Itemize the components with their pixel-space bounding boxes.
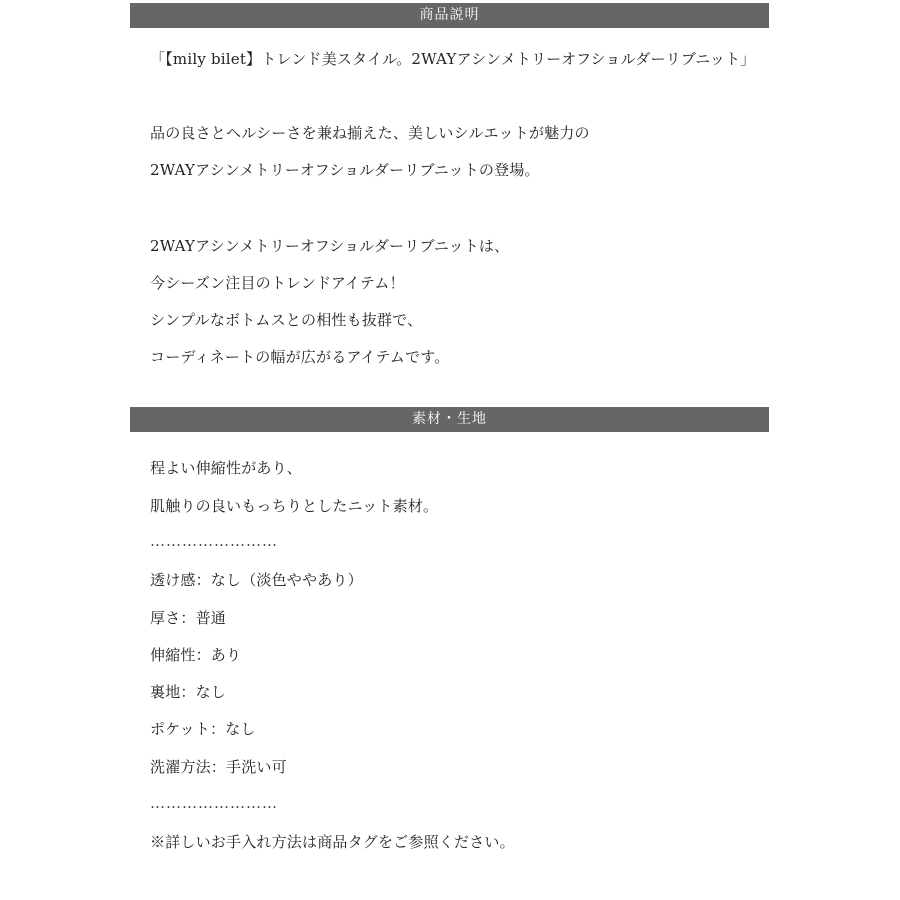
description-line: シンプルなボトムスとの相性も抜群で、 (150, 311, 423, 329)
dotted-separator: …………………… (150, 794, 278, 812)
material-line: 程よい伸縮性があり、 (150, 459, 303, 477)
spec-stretch: 伸縮性：あり (150, 646, 242, 664)
section-header-description: 商品説明 (130, 3, 769, 28)
dotted-separator: …………………… (150, 532, 278, 550)
material-line: 肌触りの良いもっちりとしたニット素材。 (150, 497, 439, 515)
spec-transparency: 透け感：なし（淡色ややあり） (150, 571, 363, 589)
description-line: 2WAYアシンメトリーオフショルダーリブニットの登場。 (150, 161, 540, 179)
description-line: 今シーズン注目のトレンドアイテム！ (150, 274, 405, 292)
spec-washing: 洗濯方法：手洗い可 (150, 758, 287, 776)
description-line: コーディネートの幅が広がるアイテムです。 (150, 348, 450, 366)
care-note: ※詳しいお手入れ方法は商品タグをご参照ください。 (150, 833, 515, 851)
spec-pocket: ポケット：なし (150, 720, 256, 738)
spec-lining: 裏地：なし (150, 683, 227, 701)
product-title-text: 「【mily bilet】トレンド美スタイル。2WAYアシンメトリーオフショルダーリブニット」 (150, 50, 756, 68)
spec-thickness: 厚さ：普通 (150, 609, 227, 627)
description-line: 2WAYアシンメトリーオフショルダーリブニットは、 (150, 237, 510, 255)
description-line: 品の良さとヘルシーさを兼ね揃えた、美しいシルエットが魅力の (150, 124, 590, 142)
section-header-material: 素材・生地 (130, 407, 769, 432)
